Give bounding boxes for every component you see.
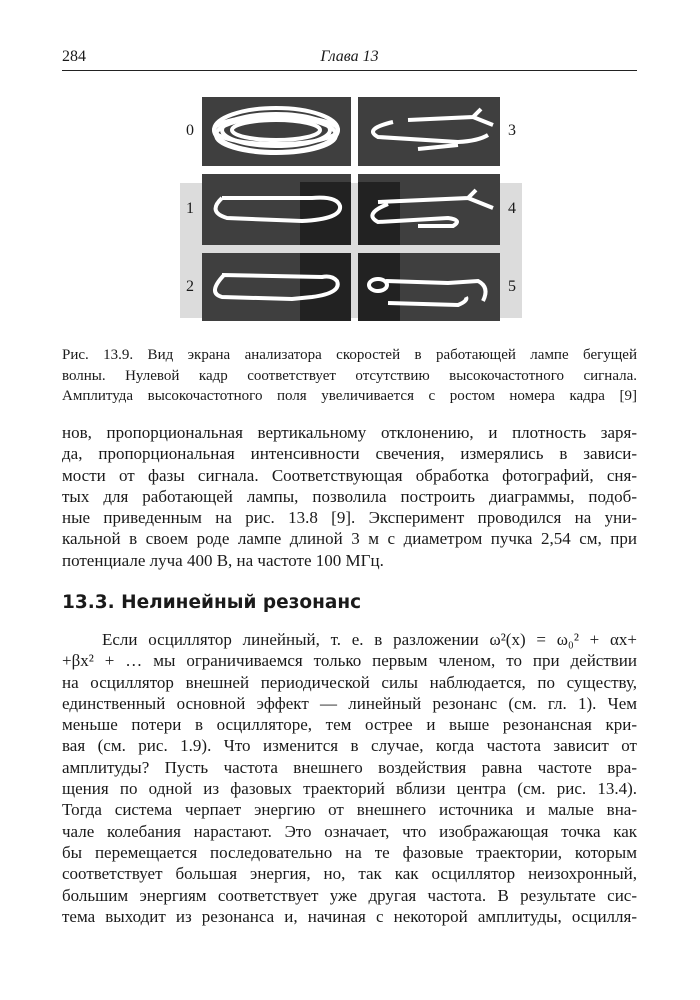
paragraph-2 [62, 629, 637, 927]
text-line: на осциллятор внешней периодической силы наблюдается, по существу, [62, 672, 637, 692]
page-number: 284 [62, 48, 86, 65]
text-line: кальной в своем роде лампе длиной 3 м с диаметром пучка 2,54 см, при [62, 529, 637, 549]
running-header [62, 48, 637, 71]
frame-3-image [358, 97, 500, 166]
text-line: тых для работающей лампы, позволила построить диаграммы, подоб- [62, 486, 637, 506]
section-heading: 13.3. Нелинейный резонанс [62, 592, 362, 613]
frame-0-image [202, 97, 351, 166]
frame-label: 4 [508, 200, 516, 217]
frame-label: 5 [508, 278, 516, 295]
text-line: единственный основной эффект — линейный резонанс (см. гл. 1). Чем [62, 693, 637, 713]
text-line: потенциале луча 400 В, на частоте 100 МГц. [62, 550, 384, 570]
frame-label: 2 [186, 278, 194, 295]
text-line: +βx² + … мы ограничиваемся только первым членом, то при действии [62, 651, 637, 671]
frame-label: 3 [508, 122, 516, 139]
figure-13-9 [170, 90, 530, 330]
chapter-title: Глава 13 [320, 48, 379, 65]
frame-2-image [202, 253, 351, 321]
caption-line: волны. Нулевой кадр соответствует отсутствию высокочастотного сигнала. [62, 367, 637, 384]
text-line: чале колебания нарастают. Это означает, что изображающая точка как [62, 821, 637, 841]
figure-caption [62, 345, 637, 407]
frame-1-image [202, 174, 351, 245]
text-line: вая (см. рис. 1.9). Что изменится в случае, когда частота зависит от [62, 736, 637, 756]
frame-label: 0 [186, 122, 194, 139]
text-line: бы перемещается последовательно на те фазовые траектории, которым [62, 842, 637, 862]
text-line: соответствует большая энергия, но, так как осциллятор неизохронный, [62, 864, 637, 884]
paragraph-1 [62, 422, 637, 571]
text-line: амплитуды? Пусть частота внешнего воздействия равна частоте вра- [62, 757, 637, 777]
text-line: нов, пропорциональная вертикальному отклонению, и плотность заря- [62, 423, 637, 442]
text-line: мости от фазы сигнала. Соответствующая обработка фотографий, сня- [62, 465, 637, 485]
text-line: Тогда система черпает энергию от внешнего источника и малые вна- [62, 800, 637, 820]
text-line: да, пропорциональная интенсивности свечения, измерялись в зависи- [62, 444, 637, 464]
frame-4-image [358, 174, 500, 245]
text-line: щения по одной из фазовых траекторий вблизи центра (см. рис. 13.4). [62, 779, 637, 799]
text-line: большим энергиям соответствует уже другая частота. В результате сис- [62, 885, 637, 905]
text-line: ные приведенным на рис. 13.8 [9]. Эксперимент проводился на уни- [62, 508, 637, 528]
text-line: тема выходит из резонанса и, начиная с некоторой амплитуды, осцилля- [62, 906, 637, 926]
caption-line: Амплитуда высокочастотного поля увеличивается с ростом номера кадра [9] [62, 388, 637, 404]
text-line: Если осциллятор линейный, т. е. в разложении ω²(x) = ω₀² + αx+ [102, 630, 637, 649]
text-line: меньше потери в осцилляторе, тем острее и выше резонансная кри- [62, 715, 637, 735]
frame-5-image [358, 253, 500, 321]
frame-label: 1 [186, 200, 194, 217]
caption-line: Рис. 13.9. Вид экрана анализатора скоростей в работающей лампе бегущей [62, 347, 637, 363]
